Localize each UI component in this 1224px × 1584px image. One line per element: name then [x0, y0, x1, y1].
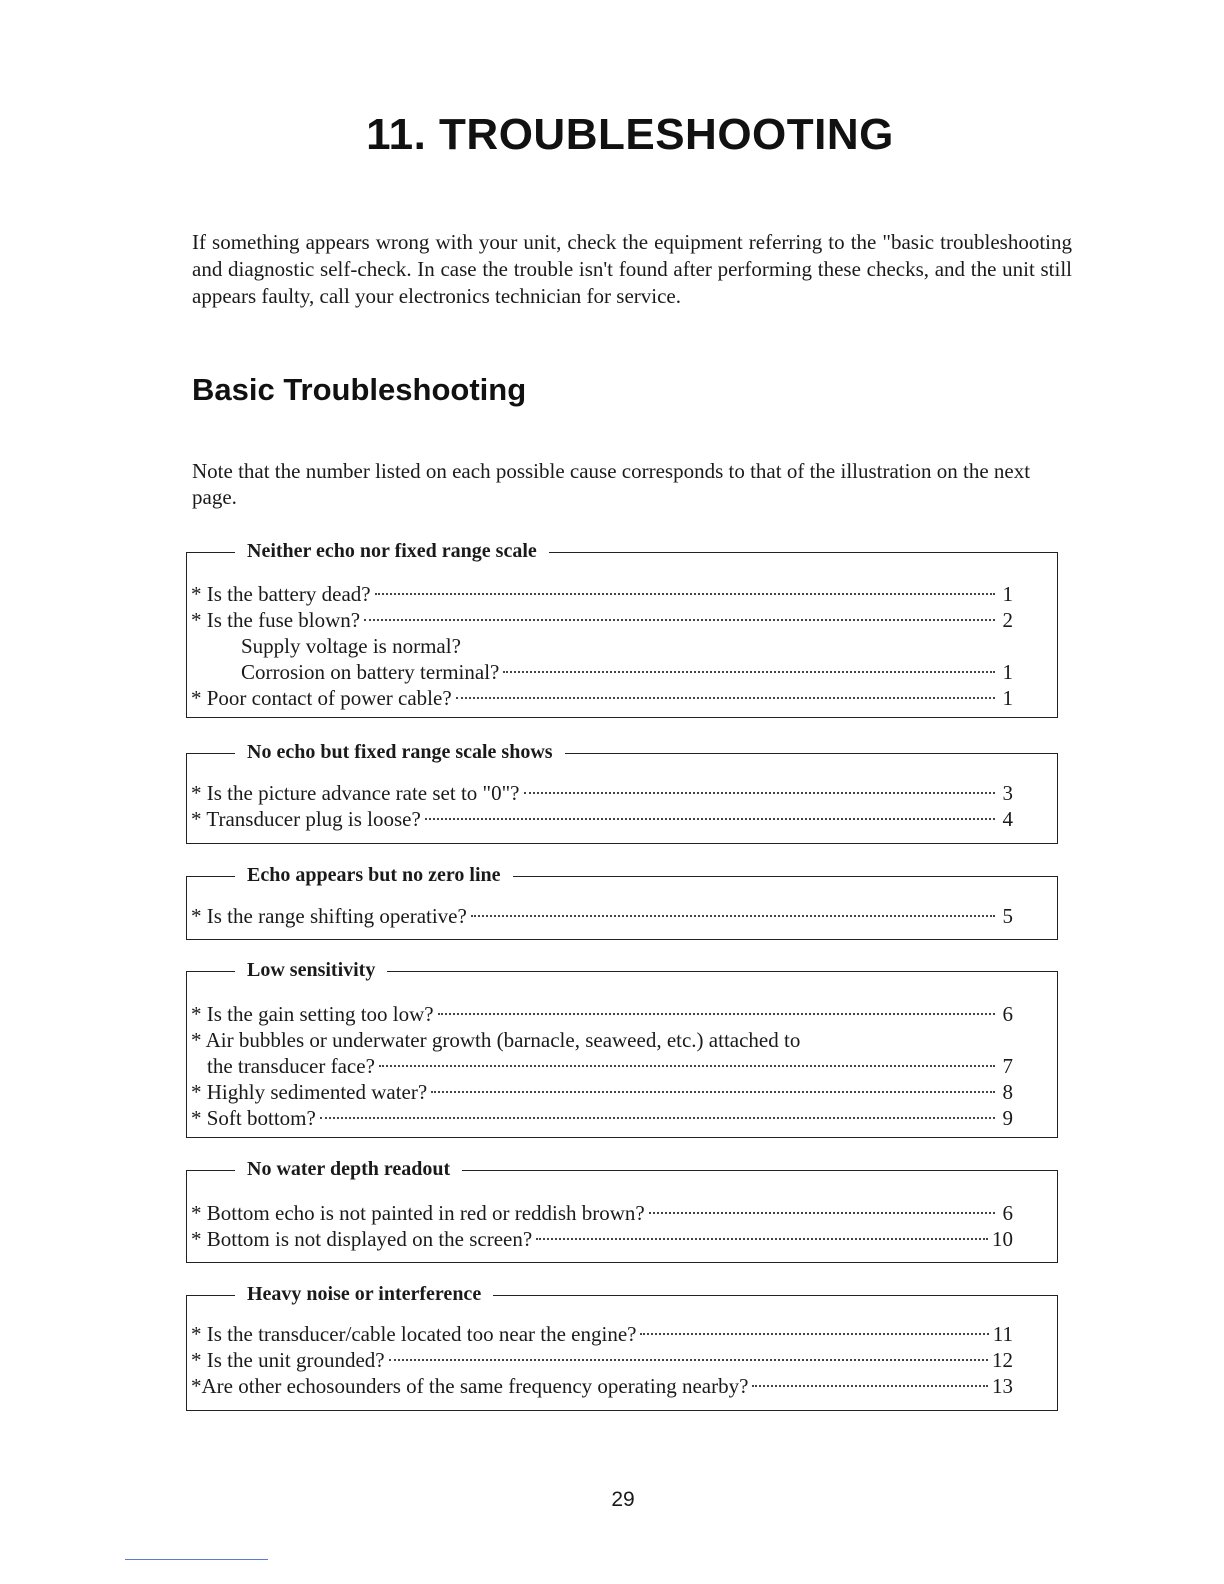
- chapter-title: 11. TROUBLESHOOTING: [366, 110, 894, 159]
- item-ref: 1: [1002, 686, 1013, 710]
- item-text: Supply voltage is normal?: [241, 634, 461, 658]
- troubleshooting-group-heavy-noise: [186, 1283, 1058, 1411]
- item-text: * Is the picture advance rate set to "0"?: [191, 781, 520, 805]
- group-title: Heavy noise or interference: [235, 1280, 493, 1308]
- group-title: Neither echo nor fixed range scale: [235, 537, 549, 565]
- troubleshooting-group-no-zero-line: [186, 864, 1058, 940]
- item-ref: 7: [1002, 1054, 1013, 1078]
- item-ref: 12: [992, 1348, 1013, 1372]
- item-ref: 4: [1002, 807, 1013, 831]
- item-text: * Highly sedimented water?: [191, 1080, 428, 1104]
- item-ref: 1: [1002, 660, 1013, 684]
- list-item: [191, 1347, 1013, 1373]
- item-ref: 5: [1002, 904, 1013, 928]
- list-item: [191, 633, 1013, 659]
- item-text: * Is the transducer/cable located too near the engine?: [191, 1322, 637, 1346]
- item-text: * Is the unit grounded?: [191, 1348, 385, 1372]
- item-text: * Is the fuse blown?: [191, 608, 361, 632]
- group-title: No echo but fixed range scale shows: [235, 738, 565, 766]
- group-title: No water depth readout: [235, 1155, 462, 1183]
- list-item: [191, 1321, 1013, 1347]
- group-title: Echo appears but no zero line: [235, 861, 513, 889]
- item-ref: 13: [992, 1374, 1013, 1398]
- section-title: Basic Troubleshooting: [192, 372, 527, 407]
- troubleshooting-group-no-depth-readout: [186, 1158, 1058, 1263]
- list-item: [191, 903, 1013, 929]
- list-item: [191, 685, 1013, 711]
- item-text: * Bottom echo is not painted in red or reddish brown?: [191, 1201, 645, 1225]
- item-ref: 10: [992, 1227, 1013, 1251]
- list-item: [191, 581, 1013, 607]
- item-text: * Is the battery dead?: [191, 582, 371, 606]
- item-ref: 6: [1002, 1201, 1013, 1225]
- list-item: [191, 1226, 1013, 1252]
- troubleshooting-group-no-echo-no-scale: [186, 540, 1058, 718]
- item-text: * Air bubbles or underwater growth (barnacle, seaweed, etc.) attached to: [191, 1028, 801, 1052]
- list-item: [191, 659, 1013, 685]
- list-item: [191, 1373, 1013, 1399]
- list-item: [191, 1105, 1013, 1131]
- troubleshooting-group-no-echo-scale-shows: [186, 741, 1058, 844]
- item-text: the transducer face?: [207, 1054, 375, 1078]
- section-note: Note that the number listed on each possible cause corresponds to that of the illustration on the next page.: [192, 459, 1031, 509]
- item-text: *Are other echosounders of the same frequency operating nearby?: [191, 1374, 749, 1398]
- item-text: * Is the range shifting operative?: [191, 904, 467, 928]
- list-item: [191, 806, 1013, 832]
- item-ref: 9: [1002, 1106, 1013, 1130]
- list-item: [191, 1079, 1013, 1105]
- item-ref: 3: [1002, 781, 1013, 805]
- footer-rule: [125, 1559, 268, 1560]
- troubleshooting-group-low-sensitivity: [186, 959, 1058, 1138]
- list-item: [191, 1027, 1013, 1053]
- item-ref: 6: [1002, 1002, 1013, 1026]
- item-ref: 8: [1002, 1080, 1013, 1104]
- list-item: [191, 1001, 1013, 1027]
- item-ref: 2: [1002, 608, 1013, 632]
- item-text: * Poor contact of power cable?: [191, 686, 452, 710]
- page-number: 29: [611, 1488, 635, 1511]
- item-text: * Bottom is not displayed on the screen?: [191, 1227, 533, 1251]
- group-title: Low sensitivity: [235, 956, 387, 984]
- item-text: * Transducer plug is loose?: [191, 807, 421, 831]
- item-text: * Soft bottom?: [191, 1106, 316, 1130]
- item-ref: 1: [1002, 582, 1013, 606]
- intro-paragraph: If something appears wrong with your unit, check the equipment referring to the "basic troubleshooting and diagnostic self-check. In case the trouble isn't found after performing these checks, and the unit still appears faulty, call your electronics technician for service.: [192, 230, 1072, 308]
- list-item: [191, 607, 1013, 633]
- list-item: [191, 1200, 1013, 1226]
- list-item: [191, 1053, 1013, 1079]
- item-ref: 11: [992, 1322, 1013, 1346]
- list-item: [191, 780, 1013, 806]
- item-text: * Is the gain setting too low?: [191, 1002, 434, 1026]
- item-text: Corrosion on battery terminal?: [241, 660, 500, 684]
